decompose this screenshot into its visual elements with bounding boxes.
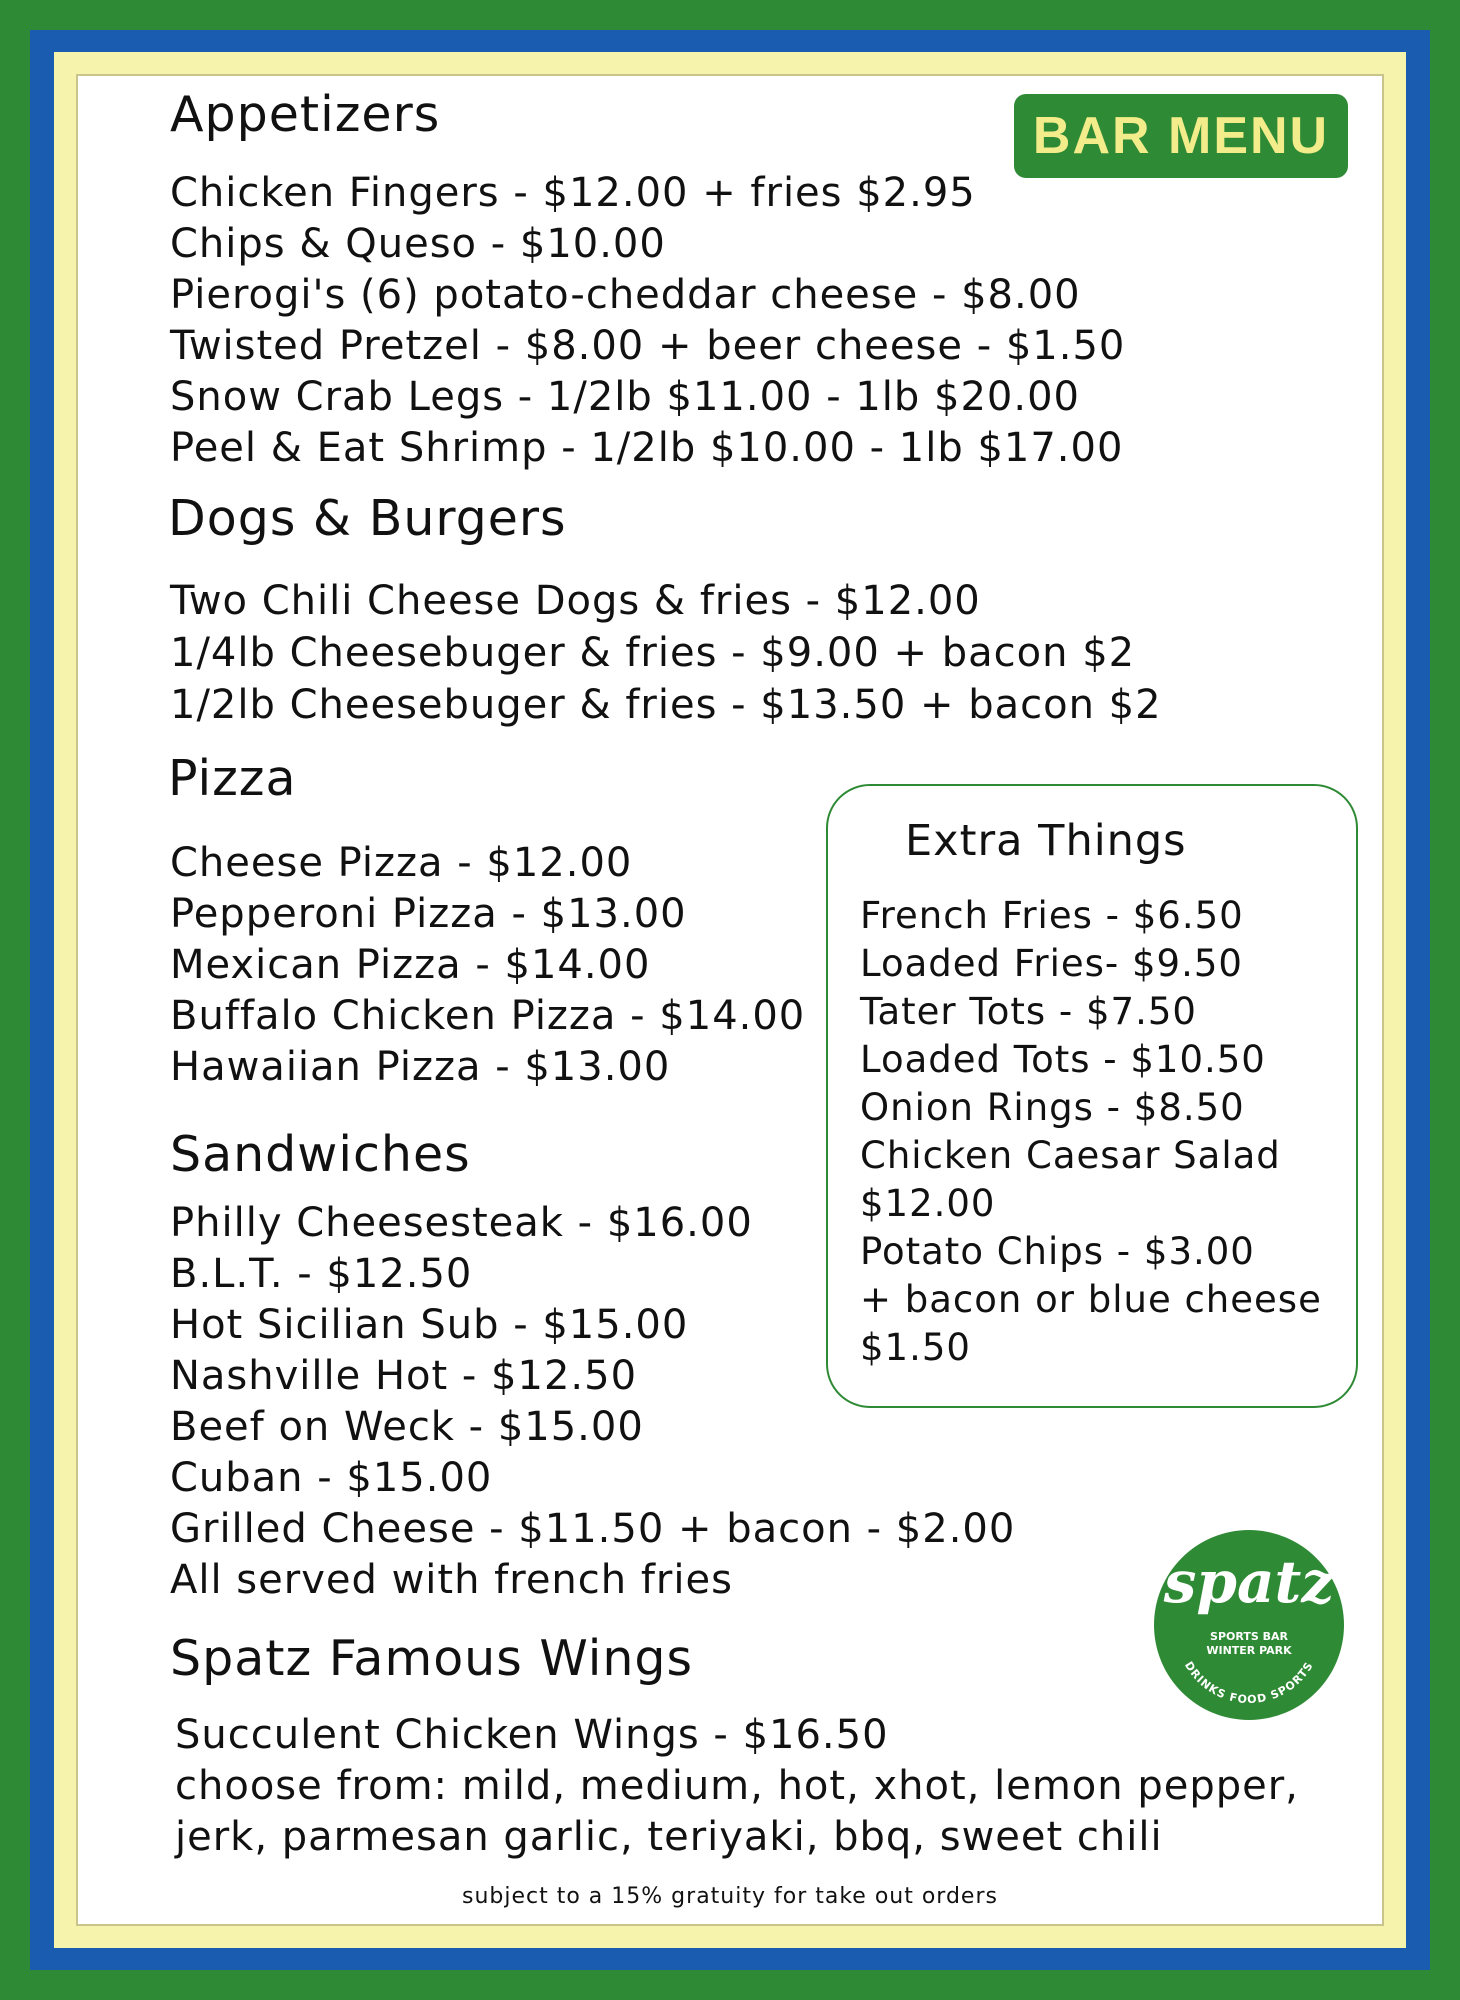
pizza-item: Pepperoni Pizza - $13.00 — [170, 891, 687, 937]
sandwich-item: Beef on Weck - $15.00 — [170, 1404, 644, 1450]
sandwich-note: All served with french fries — [170, 1557, 733, 1603]
extra-things-heading: Extra Things — [905, 816, 1187, 866]
spatz-logo — [1154, 1530, 1344, 1720]
pizza-item: Hawaiian Pizza - $13.00 — [170, 1044, 671, 1090]
sandwich-item: Hot Sicilian Sub - $15.00 — [170, 1302, 689, 1348]
extra-item: Potato Chips - $3.00 — [860, 1230, 1255, 1273]
logo-wordmark: spatz — [1163, 1548, 1335, 1616]
wings-flavors: jerk, parmesan garlic, teriyaki, bbq, sweet chili — [175, 1814, 1163, 1860]
appetizer-item: Snow Crab Legs - 1/2lb $11.00 - 1lb $20.00 — [170, 374, 1080, 420]
logo-winter-park: WINTER PARK — [1206, 1644, 1292, 1657]
sandwich-item: Philly Cheesesteak - $16.00 — [170, 1200, 753, 1246]
logo-arc-label: DRINKS FOOD SPORTS — [1181, 1659, 1317, 1707]
sandwich-item: Grilled Cheese - $11.50 + bacon - $2.00 — [170, 1506, 1016, 1552]
pizza-item: Buffalo Chicken Pizza - $14.00 — [170, 993, 806, 1039]
appetizer-item: Pierogi's (6) potato-cheddar cheese - $8.00 — [170, 272, 1081, 318]
pizza-item: Cheese Pizza - $12.00 — [170, 840, 633, 886]
dogs-burgers-item: 1/4lb Cheesebuger & fries - $9.00 + bacon $2 — [170, 630, 1136, 676]
bar-menu-badge: BAR MENU — [1014, 94, 1348, 178]
extra-item: Loaded Tots - $10.50 — [860, 1038, 1266, 1081]
extra-item: $12.00 — [860, 1182, 996, 1225]
wings-heading: Spatz Famous Wings — [170, 1630, 694, 1687]
appetizer-item: Chips & Queso - $10.00 — [170, 221, 666, 267]
svg-text:DRINKS FOOD SPORTS — [1182, 1659, 1316, 1706]
dogs-burgers-item: Two Chili Cheese Dogs & fries - $12.00 — [170, 578, 981, 624]
appetizer-item: Twisted Pretzel - $8.00 + beer cheese - $1.50 — [170, 323, 1126, 369]
appetizer-item: Chicken Fingers - $12.00 + fries $2.95 — [170, 170, 976, 216]
appetizer-item: Peel & Eat Shrimp - 1/2lb $10.00 - 1lb $17.00 — [170, 425, 1124, 471]
gratuity-note: subject to a 15% gratuity for take out orders — [462, 1884, 998, 1909]
extra-item: $1.50 — [860, 1326, 971, 1369]
wings-flavors: choose from: mild, medium, hot, xhot, lemon pepper, — [175, 1763, 1299, 1809]
pizza-heading: Pizza — [168, 750, 297, 807]
extra-item: French Fries - $6.50 — [860, 894, 1244, 937]
extra-item: Tater Tots - $7.50 — [860, 990, 1197, 1033]
extra-item: + bacon or blue cheese — [860, 1278, 1322, 1321]
logo-arc-text — [1154, 1530, 1344, 1720]
dogs-burgers-heading: Dogs & Burgers — [168, 490, 567, 547]
extra-item: Onion Rings - $8.50 — [860, 1086, 1245, 1129]
sandwich-item: Cuban - $15.00 — [170, 1455, 493, 1501]
appetizers-heading: Appetizers — [170, 86, 441, 143]
sandwiches-heading: Sandwiches — [170, 1126, 471, 1183]
wings-item: Succulent Chicken Wings - $16.50 — [175, 1712, 889, 1758]
pizza-item: Mexican Pizza - $14.00 — [170, 942, 651, 988]
sandwich-item: Nashville Hot - $12.50 — [170, 1353, 638, 1399]
logo-sports-bar: SPORTS BAR — [1210, 1630, 1288, 1643]
dogs-burgers-item: 1/2lb Cheesebuger & fries - $13.50 + bacon $2 — [170, 682, 1162, 728]
sandwich-item: B.L.T. - $12.50 — [170, 1251, 473, 1297]
extra-item: Loaded Fries- $9.50 — [860, 942, 1243, 985]
extra-item: Chicken Caesar Salad — [860, 1134, 1281, 1177]
